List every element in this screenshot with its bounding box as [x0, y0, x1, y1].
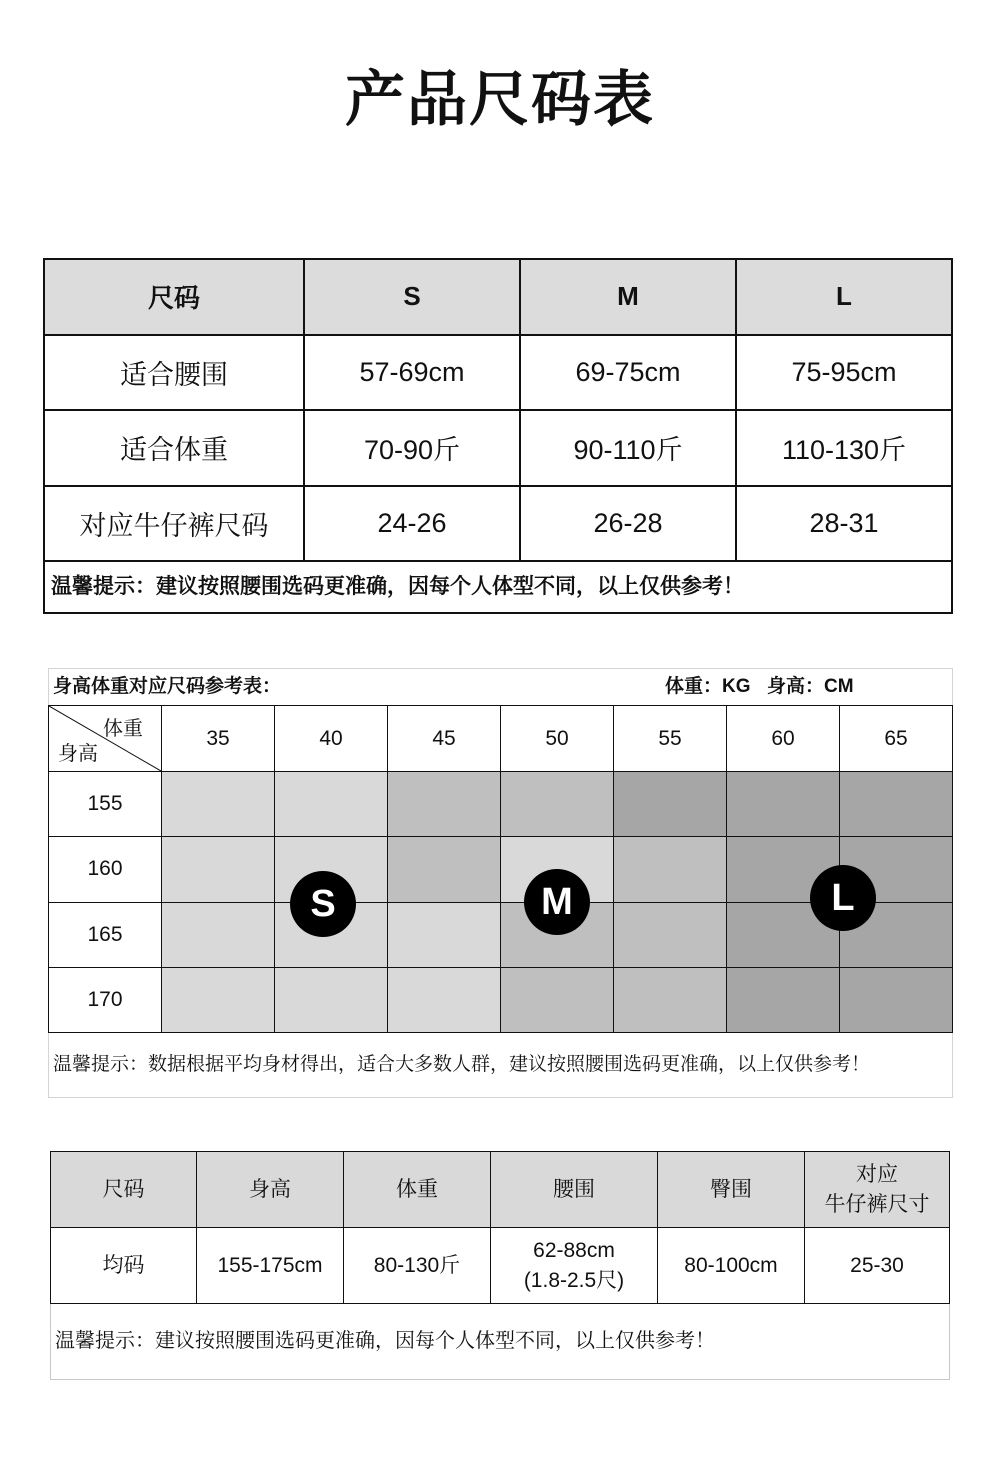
reference-table-header [48, 668, 953, 705]
weight-header: 60 [727, 706, 839, 771]
grid-cell [388, 772, 500, 836]
height-label: 170 [49, 968, 161, 1032]
size-table [43, 258, 953, 562]
weight-header: 50 [501, 706, 613, 771]
grid-cell [275, 772, 387, 836]
grid-cell [162, 772, 274, 836]
size-marker-s: S [290, 871, 356, 937]
grid-cell [840, 968, 952, 1032]
header-hip: 臀围 [658, 1152, 804, 1227]
table-cell: 26-28 [521, 487, 735, 561]
weight-header: 55 [614, 706, 726, 771]
height-label: 160 [49, 837, 161, 901]
header-m: M [521, 260, 735, 334]
row-label-weight: 适合体重 [45, 411, 303, 485]
table-cell: 69-75cm [521, 336, 735, 410]
grid-cell [388, 903, 500, 967]
corner-cell [49, 706, 161, 771]
corner-height-label: 身高 [58, 743, 98, 765]
table-cell: 80-100cm [658, 1228, 804, 1303]
table-cell: 110-130斤 [737, 411, 951, 485]
waist-cm: 62-88cm [533, 1238, 615, 1262]
grid-cell [162, 968, 274, 1032]
table-cell: 70-90斤 [305, 411, 519, 485]
height-label: 165 [49, 903, 161, 967]
reference-table-title: 身高体重对应尺码参考表： [53, 676, 282, 697]
header-s: S [305, 260, 519, 334]
row-label-waist: 适合腰围 [45, 336, 303, 410]
header-jeans-size-line1: 对应 [856, 1162, 898, 1186]
table-cell: 75-95cm [737, 336, 951, 410]
header-waist: 腰围 [491, 1152, 657, 1227]
grid-cell [727, 772, 839, 836]
size-table-note: 温馨提示：建议按照腰围选码更准确，因每个人体型不同，以上仅供参考！ [43, 562, 953, 614]
table-cell: 155-175cm [197, 1228, 343, 1303]
grid-cell [162, 903, 274, 967]
row-label-jeans-size: 对应牛仔裤尺码 [45, 487, 303, 561]
weight-header: 45 [388, 706, 500, 771]
grid-cell [501, 968, 613, 1032]
height-label: 155 [49, 772, 161, 836]
header-l: L [737, 260, 951, 334]
corner-weight-label: 体重 [103, 718, 143, 740]
header-size: 尺码 [45, 260, 303, 334]
height-unit: 身高：CM [767, 676, 854, 697]
grid-cell [162, 837, 274, 901]
weight-header: 65 [840, 706, 952, 771]
header-jeans-size [805, 1152, 949, 1227]
waist-cell [491, 1228, 657, 1303]
grid-cell [614, 903, 726, 967]
grid-cell [727, 968, 839, 1032]
grid-cell [614, 837, 726, 901]
header-jeans-size-line2: 牛仔裤尺寸 [824, 1192, 930, 1216]
table-cell: 25-30 [805, 1228, 949, 1303]
page-title: 产品尺码表 [345, 66, 655, 133]
waist-chi: (1.8-2.5尺) [523, 1268, 625, 1292]
reference-table-note: 温馨提示：数据根据平均身材得出，适合大多数人群，建议按照腰围选码更准确，以上仅供参考！ [48, 1033, 953, 1098]
table-cell: 28-31 [737, 487, 951, 561]
grid-cell [614, 772, 726, 836]
header-height: 身高 [197, 1152, 343, 1227]
grid-cell [614, 968, 726, 1032]
size-marker-l: L [810, 865, 876, 931]
weight-header: 35 [162, 706, 274, 771]
grid-cell [388, 837, 500, 901]
one-size-table [50, 1151, 950, 1304]
header-weight: 体重 [344, 1152, 490, 1227]
weight-header: 40 [275, 706, 387, 771]
table-cell: 90-110斤 [521, 411, 735, 485]
header-size: 尺码 [51, 1152, 196, 1227]
weight-unit: 体重：KG [665, 676, 751, 697]
one-size-label: 均码 [51, 1228, 196, 1303]
grid-cell [275, 968, 387, 1032]
size-marker-m: M [524, 869, 590, 935]
grid-cell [840, 772, 952, 836]
reference-grid [48, 705, 953, 1033]
table-cell: 57-69cm [305, 336, 519, 410]
grid-cell [388, 968, 500, 1032]
table-cell: 80-130斤 [344, 1228, 490, 1303]
table-cell: 24-26 [305, 487, 519, 561]
one-size-table-note: 温馨提示：建议按照腰围选码更准确，因每个人体型不同，以上仅供参考！ [50, 1304, 950, 1380]
grid-cell [501, 772, 613, 836]
